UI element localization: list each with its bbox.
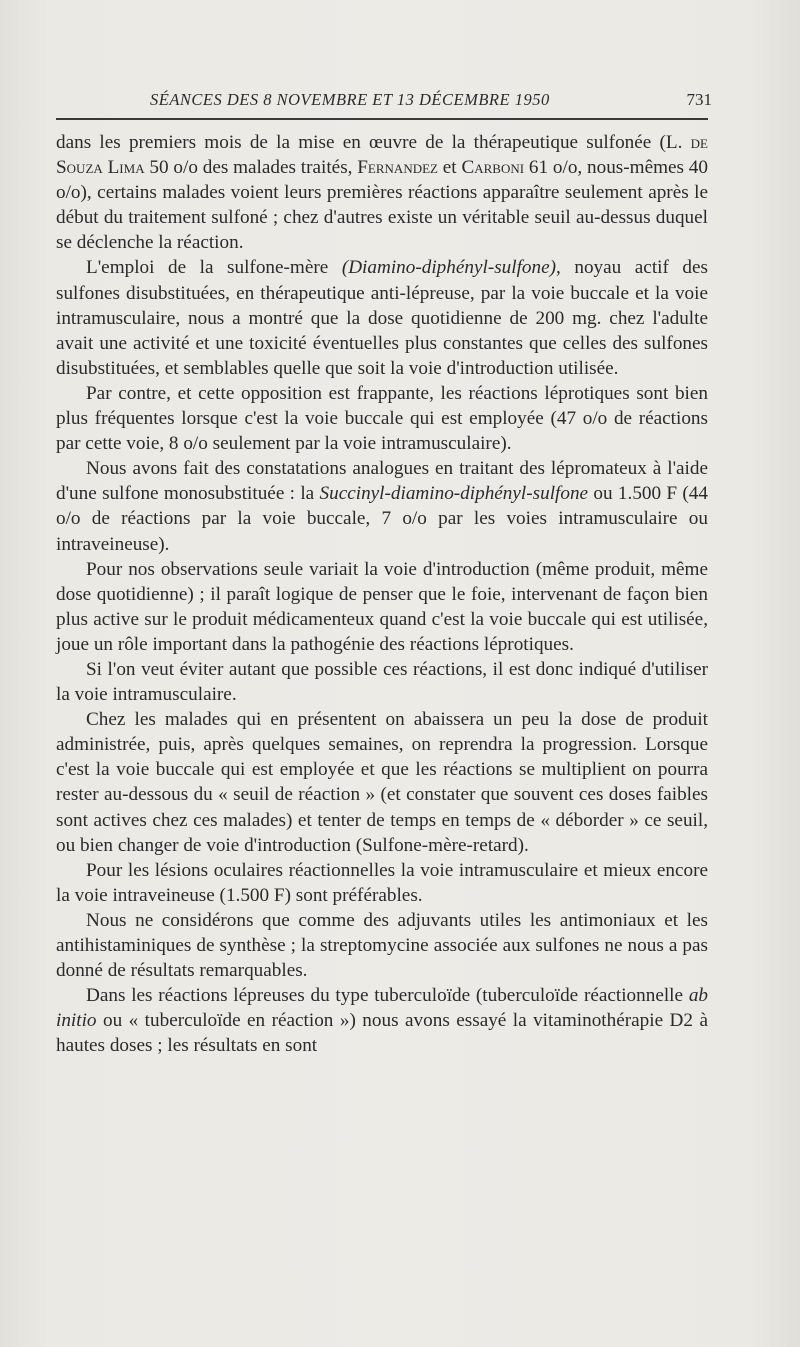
paragraph-6: Si l'on veut éviter autant que possible ces réactions, il est donc indiqué d'utiliser la voie intramusculaire. bbox=[56, 658, 708, 706]
author-fernandez: Fernandez bbox=[357, 157, 438, 179]
paragraph-1: dans les premiers mois de la mise en œuvre de la thérapeutique sulfonée (L. de Souza Lima 50 o/o des malades traités, Fernandez et Carboni 61 o/o, nous-mêmes 40 o/o), certains malades voient leurs premières réactions apparaître seulement après le début du traitement sulfoné ; chez d'autres existe un véritable seuil au-dessus duquel se déclenche la réaction. bbox=[56, 132, 708, 254]
paragraph-5: Pour nos observations seule variait la voie d'introduction (même produit, même dose quotidienne) ; il paraît logique de penser que le foie, intervenant de façon bien plus active sur le produit médicamenteux quand c'est la voie buccale qui est utilisée, joue un rôle important dans la pathogénie des réactions léprotiques. bbox=[56, 558, 708, 655]
page-header bbox=[56, 84, 712, 120]
paragraph-3: Par contre, et cette opposition est frappante, les réactions léprotiques sont bien plus fréquentes lorsque c'est la voie buccale qui est employée (47 o/o de réactions par cette voie, 8 o/o seulement par la voie intramusculaire). bbox=[56, 382, 708, 455]
paragraph-10: Dans les réactions lépreuses du type tuberculoïde (tuberculoïde réactionnelle ab initio ou « tuberculoïde en réaction ») nous avons essayé la vitaminothérapie D2 à hautes doses ; les résultats en sont bbox=[56, 985, 708, 1057]
paragraph-7: Chez les malades qui en présentent on abaissera un peu la dose de produit administrée, puis, après quelques semaines, on reprendra la progression. Lorsque c'est la voie buccale qui est employée et que les réactions se multiplient on pourra rester au-dessous du « seuil de réaction » (et constater que souvent ces doses faibles sont actives chez ces malades) et tenter de temps en temps de « déborder » ce seuil, ou bien changer de voie d'introduction (Sulfone-mère-retard). bbox=[56, 709, 708, 856]
italic-diamino-diphenyl-sulfone: (Diamino-diphényl-sulfone) bbox=[341, 257, 557, 279]
page-number: 731 bbox=[686, 90, 712, 109]
author-carboni: Carboni bbox=[461, 157, 525, 179]
italic-ab-initio: ab initio bbox=[56, 985, 708, 1032]
paragraph-4: Nous avons fait des constatations analogues en traitant des lépromateux à l'aide d'une sulfone monosubstituée : la Succinyl-diamino-diphényl-sulfone ou 1.500 F (44 o/o de réactions par la voie buccale, 7 o/o par les voies intramusculaire ou intraveineuse). bbox=[56, 458, 708, 555]
paragraph-8: Pour les lésions oculaires réactionnelles la voie intramusculaire et mieux encore la voie intraveineuse (1.500 F) sont préférables. bbox=[56, 859, 708, 906]
body-text bbox=[56, 130, 708, 1058]
italic-succinyl-diamino: Succinyl-diamino-diphényl-sulfone bbox=[319, 483, 589, 505]
running-title: SÉANCES DES 8 NOVEMBRE ET 13 DÉCEMBRE 1950 bbox=[150, 90, 550, 109]
paragraph-9: Nous ne considérons que comme des adjuvants utiles les antimoniaux et les antihistaminiques de synthèse ; la streptomycine associée aux sulfones ne nous a pas donné de résultats remarquables. bbox=[56, 909, 708, 982]
author-de-souza-lima: de Souza Lima bbox=[56, 132, 708, 179]
paragraph-2: L'emploi de la sulfone-mère (Diamino-diphényl-sulfone), noyau actif des sulfones disubstituées, en thérapeutique anti-lépreuse, par la voie buccale et la voie intramusculaire, nous a montré que la dose quotidienne de 200 mg. chez l'adulte avait une activité et une toxicité éventuelles plus constantes que celles des sulfones disubstituées, et semblables quelle que soit la voie d'introduction utilisée. bbox=[56, 257, 708, 379]
